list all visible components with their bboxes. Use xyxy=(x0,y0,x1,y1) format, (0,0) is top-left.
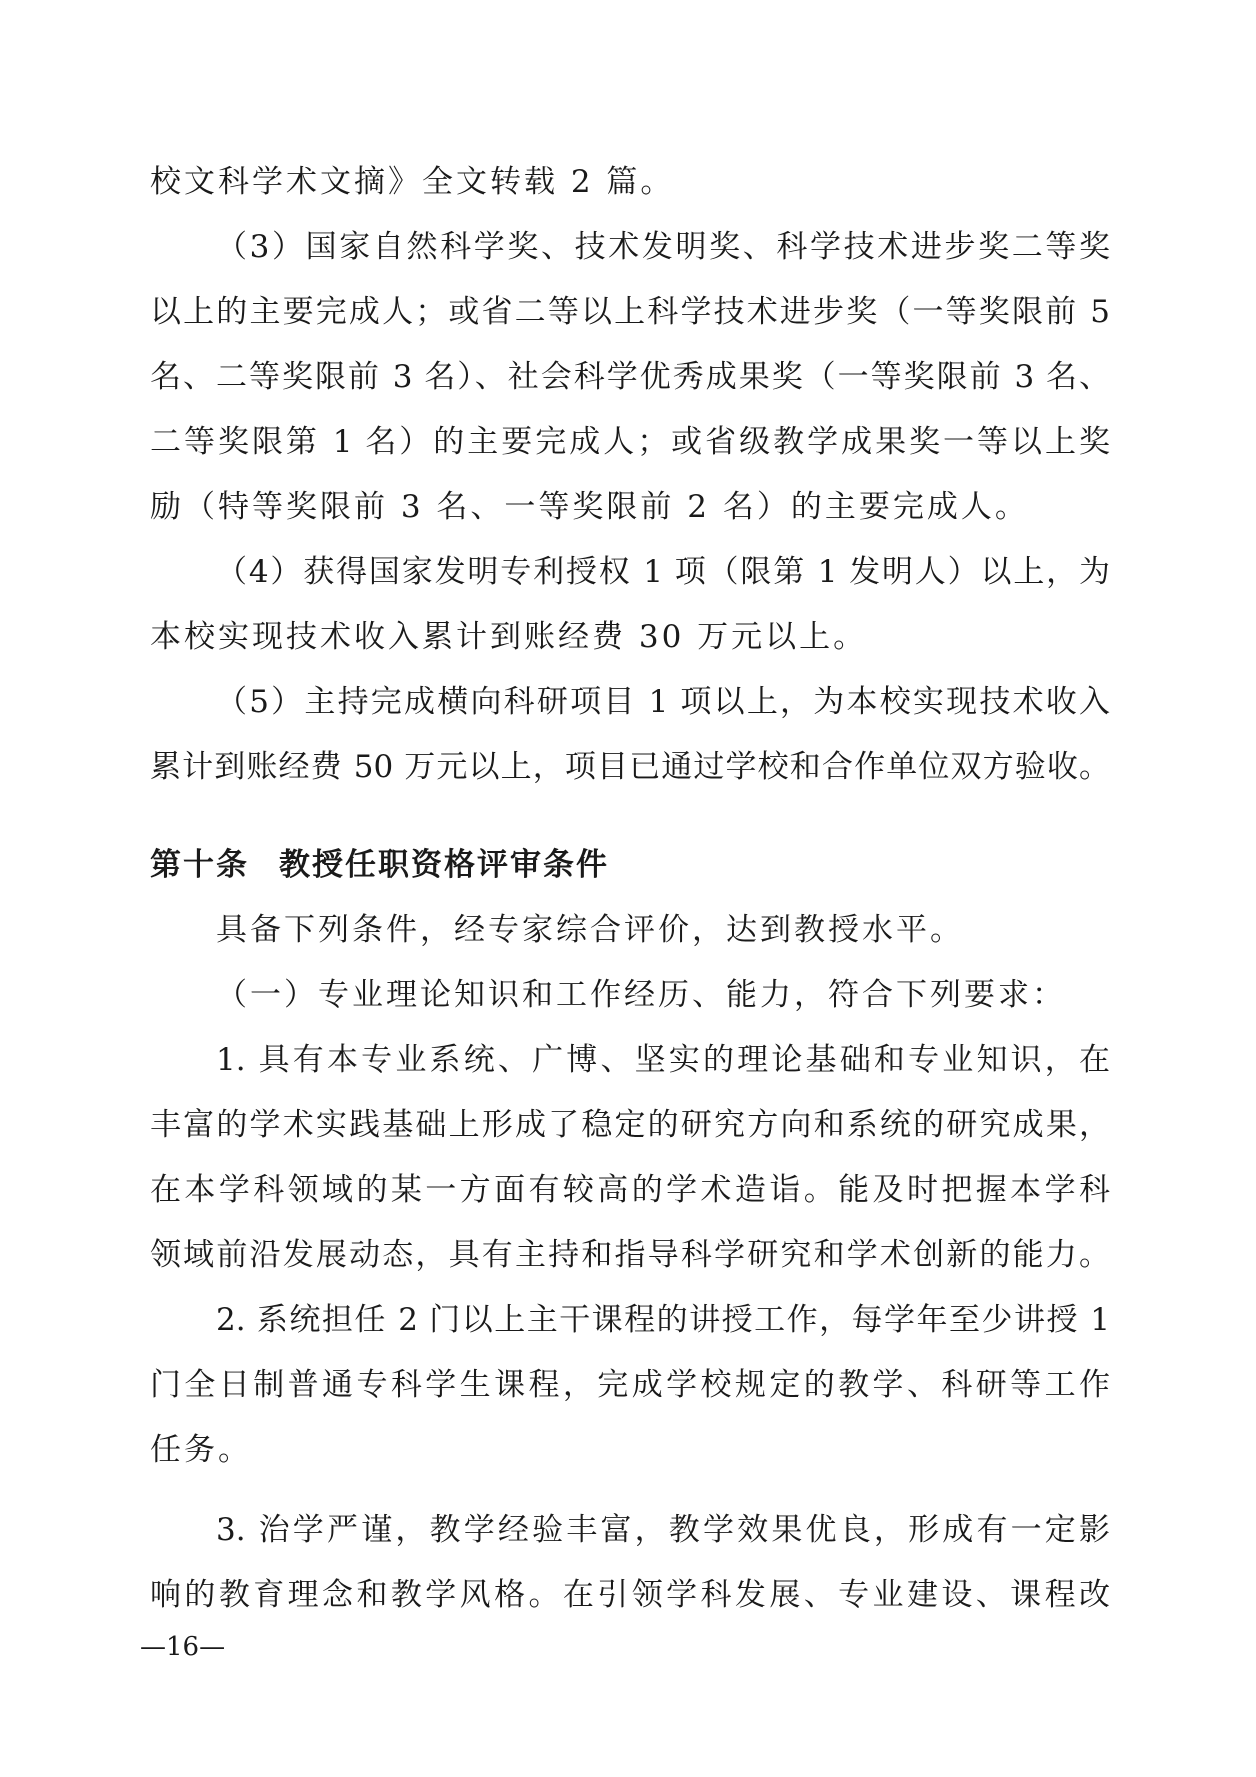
text-line: 3. 治学严谨，教学经验丰富，教学效果优良，形成有一定影 xyxy=(216,1512,1110,1548)
text-line: （一）专业理论知识和工作经历、能力，符合下列要求： xyxy=(216,977,1066,1013)
text-line: 校文科学术文摘》全文转载 2 篇。 xyxy=(150,164,675,200)
text-line: （3）国家自然科学奖、技术发明奖、科学技术进步奖二等奖 xyxy=(216,229,1110,265)
article-number: 第十条 xyxy=(150,847,249,883)
text-line: 二等奖限第 1 名）的主要完成人；或省级教学成果奖一等以上奖 xyxy=(150,424,1110,460)
text-line: 任务。 xyxy=(150,1432,252,1468)
text-line: 1. 具有本专业系统、广博、坚实的理论基础和专业知识，在 xyxy=(216,1042,1110,1078)
text-line: 响的教育理念和教学风格。在引领学科发展、专业建设、课程改 xyxy=(150,1577,1110,1613)
text-line: 名、二等奖限前 3 名）、社会科学优秀成果奖（一等奖限前 3 名、 xyxy=(150,359,1111,395)
text-line: 门全日制普通专科学生课程，完成学校规定的教学、科研等工作 xyxy=(150,1367,1110,1403)
text-line: 本校实现技术收入累计到账经费 30 万元以上。 xyxy=(150,619,868,655)
text-line: （4）获得国家发明专利授权 1 项（限第 1 发明人）以上，为 xyxy=(216,554,1110,590)
text-line: 具备下列条件，经专家综合评价，达到教授水平。 xyxy=(216,912,964,948)
article-title: 教授任职资格评审条件 xyxy=(279,847,609,883)
text-line: 领域前沿发展动态，具有主持和指导科学研究和学术创新的能力。 xyxy=(150,1237,1110,1273)
text-line: 励（特等奖限前 3 名、一等奖限前 2 名）的主要完成人。 xyxy=(150,489,1029,525)
text-line: （5）主持完成横向科研项目 1 项以上，为本校实现技术收入 xyxy=(216,684,1110,720)
page-number: —16— xyxy=(140,1632,226,1662)
text-line: 丰富的学术实践基础上形成了稳定的研究方向和系统的研究成果， xyxy=(150,1107,1110,1143)
text-line: 累计到账经费 50 万元以上，项目已通过学校和合作单位双方验收。 xyxy=(150,749,1110,785)
text-line: 在本学科领域的某一方面有较高的学术造诣。能及时把握本学科 xyxy=(150,1172,1110,1208)
text-line: 以上的主要完成人；或省二等以上科学技术进步奖（一等奖限前 5 xyxy=(150,294,1110,330)
section-heading xyxy=(150,845,1110,885)
text-line: 2. 系统担任 2 门以上主干课程的讲授工作，每学年至少讲授 1 xyxy=(216,1302,1110,1338)
